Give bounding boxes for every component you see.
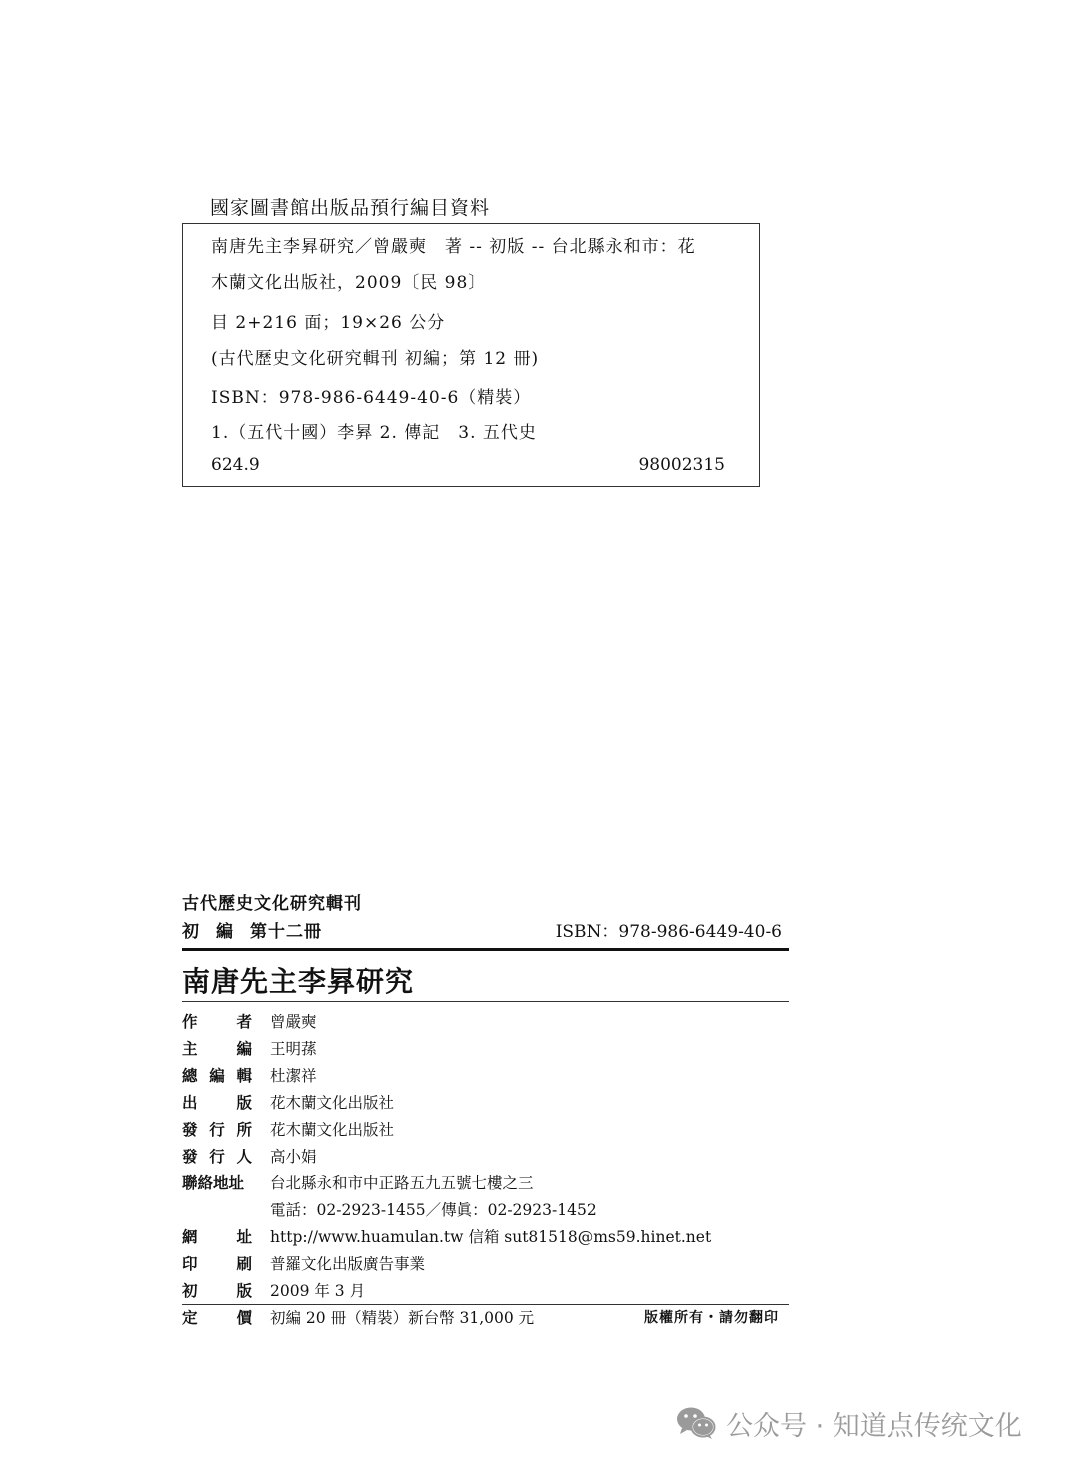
colophon-row bbox=[182, 1116, 789, 1142]
colophon-label-char: 聯絡地址 bbox=[182, 1174, 245, 1193]
cip-heading: 國家圖書館出版品預行編目資料 bbox=[210, 197, 491, 219]
colophon-label-char: 者 bbox=[236, 1013, 252, 1031]
colophon-row bbox=[182, 1196, 789, 1222]
colophon-label-char: 刷 bbox=[236, 1255, 252, 1274]
colophon-label bbox=[182, 1145, 252, 1167]
colophon-value: 電話：02-2923-1455／傳眞：02-2923-1452 bbox=[270, 1201, 597, 1220]
colophon-label-char: 印 bbox=[182, 1255, 198, 1274]
colophon-value: 初編 20 冊（精裝）新台幣 31,000 元 bbox=[270, 1308, 535, 1327]
colophon-value: 王明蓀 bbox=[270, 1039, 317, 1058]
colophon-label bbox=[182, 1171, 252, 1193]
colophon-label-char: 價 bbox=[236, 1308, 252, 1327]
colophon-label-char: 網 bbox=[182, 1228, 198, 1247]
colophon-label-char: 發 bbox=[182, 1120, 198, 1139]
colophon-value: 曾嚴奭 bbox=[270, 1013, 317, 1031]
colophon-label-char: 人 bbox=[236, 1147, 252, 1166]
colophon-label-char: 址 bbox=[236, 1228, 252, 1247]
cip-number-row bbox=[211, 455, 725, 475]
colophon-value: 杜潔祥 bbox=[270, 1066, 317, 1085]
colophon-isbn: ISBN：978-986-6449-40-6 bbox=[555, 922, 782, 942]
colophon-row bbox=[182, 1062, 789, 1088]
colophon-row bbox=[182, 1223, 789, 1249]
colophon-label bbox=[182, 1306, 252, 1328]
colophon-row bbox=[182, 1250, 789, 1276]
colophon-label-char: 編 bbox=[236, 1039, 252, 1058]
colophon-label bbox=[182, 1118, 252, 1140]
volume-number: 第十二冊 bbox=[250, 922, 322, 942]
colophon-value: 2009 年 3 月 bbox=[270, 1282, 366, 1300]
colophon-row bbox=[182, 1169, 789, 1195]
colophon-label-char: 行 bbox=[209, 1120, 225, 1139]
colophon-label-char: 版 bbox=[236, 1093, 252, 1112]
watermark bbox=[676, 1402, 1022, 1444]
volume-label bbox=[182, 917, 322, 942]
colophon-label-char: 編 bbox=[209, 1066, 225, 1085]
colophon-label-char: 總 bbox=[182, 1066, 198, 1085]
colophon-label-char: 初 bbox=[182, 1282, 198, 1300]
cip-line: 目 2+216 面；19×26 公分 bbox=[211, 313, 446, 333]
wechat-icon bbox=[676, 1406, 716, 1440]
colophon-label-char: 出 bbox=[182, 1093, 198, 1112]
colophon-value: http://www.huamulan.tw 信箱 sut81518@ms59.hinet.net bbox=[270, 1228, 712, 1247]
colophon-label bbox=[182, 1091, 252, 1113]
colophon-value: 花木蘭文化出版社 bbox=[270, 1120, 395, 1139]
colophon-value: 高小娟 bbox=[270, 1147, 317, 1166]
colophon-label-char: 行 bbox=[209, 1147, 225, 1166]
colophon-label bbox=[182, 1037, 252, 1059]
colophon-label-char: 輯 bbox=[236, 1066, 252, 1085]
colophon-label-char: 版 bbox=[236, 1282, 252, 1300]
cip-classification: 624.9 bbox=[211, 455, 260, 475]
colophon-row bbox=[182, 1304, 789, 1330]
volume-row bbox=[182, 917, 782, 942]
colophon-row bbox=[182, 1035, 789, 1061]
cip-line: (古代歷史文化研究輯刊 初編；第 12 冊) bbox=[211, 349, 540, 369]
divider-thin bbox=[182, 1001, 789, 1002]
colophon-label-char: 主 bbox=[182, 1039, 198, 1058]
divider-thin bbox=[182, 1304, 789, 1305]
volume-label-part: 初 bbox=[182, 922, 200, 942]
colophon-label-char: 定 bbox=[182, 1308, 198, 1327]
copyright-notice: 版權所有・請勿翻印 bbox=[644, 1309, 779, 1326]
cip-line: 1.（五代十國）李昪 2. 傳記 3. 五代史 bbox=[211, 423, 537, 443]
colophon-label bbox=[182, 1064, 252, 1086]
book-title: 南唐先主李昪研究 bbox=[182, 965, 415, 998]
cip-line: 南唐先主李昪研究／曾嚴奭 著 -- 初版 -- 台北縣永和市：花 bbox=[211, 237, 696, 257]
colophon-value: 台北縣永和市中正路五九五號七樓之三 bbox=[270, 1174, 534, 1193]
divider-thick bbox=[182, 948, 789, 951]
colophon-label bbox=[182, 1225, 252, 1247]
colophon-label bbox=[182, 1279, 252, 1301]
colophon-label-char: 發 bbox=[182, 1147, 198, 1166]
cip-line: 木蘭文化出版社，2009〔民 98〕 bbox=[211, 273, 487, 293]
colophon-value: 花木蘭文化出版社 bbox=[270, 1093, 395, 1112]
colophon-row bbox=[182, 1008, 789, 1034]
colophon-label bbox=[182, 1252, 252, 1274]
watermark-text: 公众号 · 知道点传统文化 bbox=[726, 1410, 1022, 1442]
cip-line: ISBN：978-986-6449-40-6（精裝） bbox=[211, 388, 532, 408]
colophon-row bbox=[182, 1089, 789, 1115]
volume-label-part: 編 bbox=[216, 922, 234, 942]
colophon-value: 普羅文化出版廣告事業 bbox=[270, 1255, 426, 1274]
colophon-label-char: 作 bbox=[182, 1013, 198, 1031]
colophon-row bbox=[182, 1277, 789, 1303]
series-title: 古代歷史文化研究輯刊 bbox=[182, 894, 362, 914]
cip-record-number: 98002315 bbox=[638, 455, 725, 475]
colophon-row bbox=[182, 1143, 789, 1169]
colophon-label-char: 所 bbox=[236, 1120, 252, 1139]
cip-record-box bbox=[182, 223, 760, 487]
colophon-label bbox=[182, 1010, 252, 1032]
